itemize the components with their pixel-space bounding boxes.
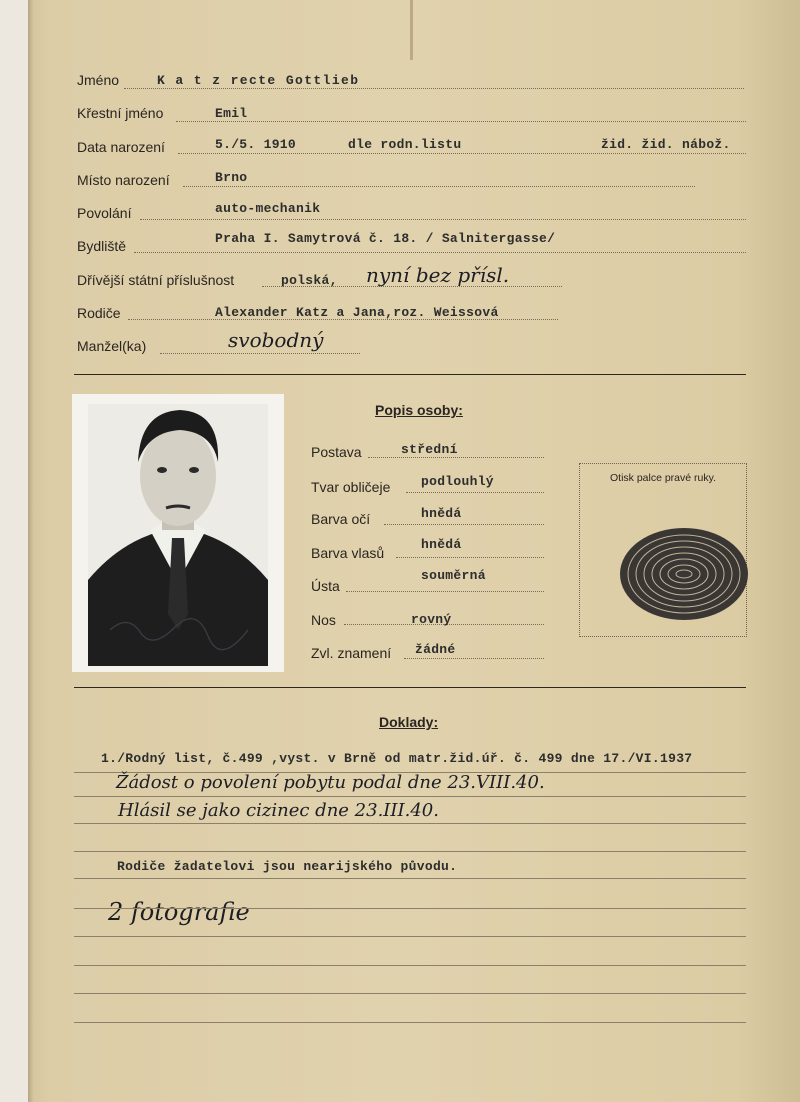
surname-dotted-line — [124, 88, 744, 89]
religion-value: žid. žid. nábož. — [601, 137, 731, 152]
occupation-dotted-line — [140, 219, 746, 220]
birth-place-value: Brno — [215, 170, 248, 185]
birth-date-dotted-line — [178, 153, 746, 154]
birth-date-note: dle rodn.listu — [348, 137, 462, 152]
page-left-edge — [0, 0, 30, 1102]
parents-label: Rodiče — [77, 305, 121, 321]
spouse-handwritten: svobodný — [228, 328, 324, 352]
spouse-dotted-line — [160, 353, 360, 354]
spouse-label: Manžel(ka) — [77, 338, 147, 354]
hair-color-value: hnědá — [421, 537, 462, 552]
doc-ruled-line-2 — [74, 796, 746, 797]
thumbprint-label: Otisk palce pravé ruky. — [609, 472, 716, 484]
occupation-label: Povolání — [77, 205, 132, 221]
birth-date-value: 5./5. 1910 — [215, 137, 297, 152]
parents-value: Alexander Katz a Jana,roz. Weissová — [215, 305, 499, 320]
doc-ruled-line-5 — [74, 878, 746, 879]
page-edge-shadow — [28, 0, 34, 1102]
documents-heading: Doklady: — [379, 714, 439, 730]
birth-date-label: Data narození — [77, 139, 165, 155]
residence-dotted-line — [134, 252, 746, 253]
doc-ruled-line-9 — [74, 993, 746, 994]
nose-value: rovný — [411, 612, 452, 627]
mouth-value: souměrná — [421, 568, 486, 583]
given-name-dotted-line — [176, 121, 746, 122]
given-name-value: Emil — [215, 106, 248, 121]
surname-label: Jméno — [77, 72, 120, 88]
mouth-label: Ústa — [311, 578, 340, 594]
description-heading: Popis osoby: — [375, 402, 463, 418]
doc-ruled-line-7 — [74, 936, 746, 937]
marks-value: žádné — [415, 642, 456, 657]
face-shape-label: Tvar obličeje — [311, 479, 391, 495]
stay-permit-handwritten: Žádost o povolení pobytu podal dne 23.VIII.40. — [116, 772, 545, 793]
doc-ruled-line-6 — [74, 908, 746, 909]
doc-ruled-line-10 — [74, 1022, 746, 1023]
birth-certificate-line: 1./Rodný list, č.499 ,vyst. v Brně od matr.žid.úř. č. 499 dne 17./VI.1937 — [101, 751, 693, 766]
residence-label: Bydliště — [77, 238, 127, 254]
nose-label: Nos — [311, 612, 336, 628]
birth-place-label: Místo narození — [77, 172, 170, 188]
doc-ruled-line-3 — [74, 823, 746, 824]
photos-handwritten: 2 fotografie — [108, 898, 250, 926]
parents-origin-line: Rodiče žadatelovi jsou nearijského původu. — [117, 859, 458, 874]
face-shape-value: podlouhlý — [421, 474, 494, 489]
hair-color-dotted-line — [396, 557, 544, 558]
citizenship-value: polská, — [281, 273, 338, 288]
build-label: Postava — [311, 444, 362, 460]
hair-color-label: Barva vlasů — [311, 545, 385, 561]
birth-place-dotted-line — [183, 186, 695, 187]
citizenship-label: Dřívější státní příslušnost — [77, 272, 235, 288]
given-name-label: Křestní jméno — [77, 105, 164, 121]
build-dotted-line — [368, 457, 544, 458]
residence-value: Praha I. Samytrová č. 18. / Salnitergasse/ — [215, 231, 556, 246]
surname-value: K a t z recte Gottlieb — [157, 73, 360, 88]
face-shape-dotted-line — [406, 492, 544, 493]
doc-ruled-line-8 — [74, 965, 746, 966]
section-divider-top — [74, 374, 746, 375]
eye-color-value: hnědá — [421, 506, 462, 521]
registration-handwritten: Hlásil se jako cizinec dne 23.III.40. — [118, 800, 439, 821]
build-value: střední — [401, 442, 458, 457]
mouth-dotted-line — [346, 591, 544, 592]
eye-color-label: Barva očí — [311, 511, 371, 527]
thumbprint-box — [579, 463, 747, 637]
portrait-photo — [72, 394, 284, 672]
occupation-value: auto-mechanik — [215, 201, 321, 216]
marks-label: Zvl. znamení — [311, 645, 392, 661]
doc-ruled-line-4 — [74, 851, 746, 852]
marks-dotted-line — [404, 658, 544, 659]
citizenship-handwritten: nyní bez přísl. — [366, 263, 510, 287]
section-divider-middle — [74, 687, 746, 688]
thumbprint-image — [618, 526, 750, 622]
paper-fold — [410, 0, 413, 60]
eye-color-dotted-line — [384, 524, 544, 525]
